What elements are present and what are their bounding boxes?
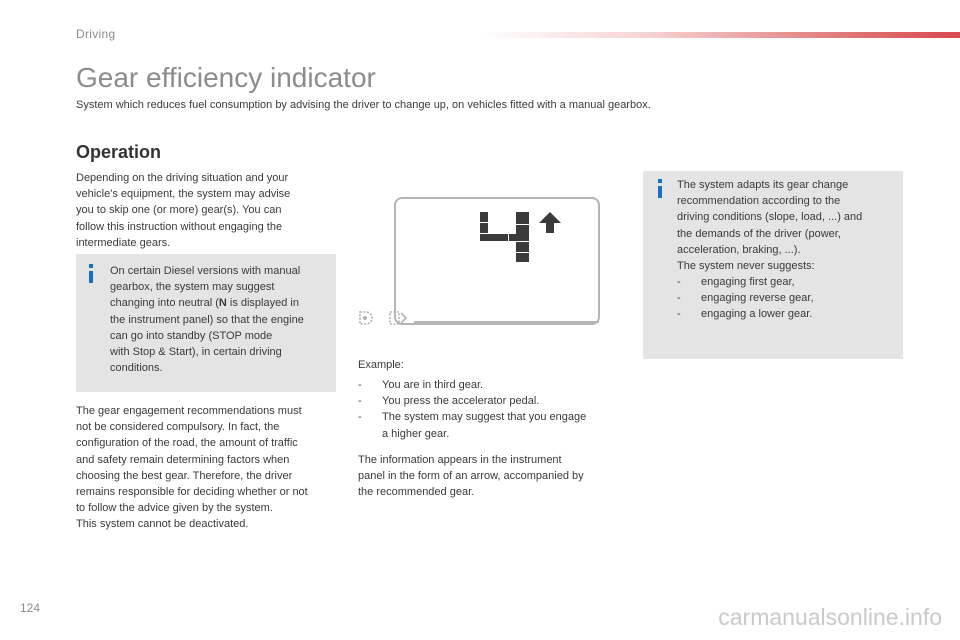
- example-label: Example:: [358, 359, 404, 371]
- list-item: [358, 377, 618, 393]
- header-accent-bar: [480, 32, 960, 38]
- text-line: follow this instruction without engaging the: [76, 220, 283, 233]
- text-line: can go into standby (STOP mode: [110, 329, 273, 342]
- list-item-text: engaging reverse gear,: [701, 292, 814, 305]
- text-line: the demands of the driver (power,: [677, 227, 841, 240]
- eco-icon: [387, 308, 409, 328]
- list-item: [677, 274, 899, 290]
- text-line: and safety remain determining factors when: [76, 453, 290, 466]
- list-dash: -: [358, 395, 362, 408]
- list-dash: -: [677, 308, 681, 321]
- watermark: carmanualsonline.info: [718, 604, 942, 630]
- example-info-paragraph: [358, 452, 628, 501]
- operation-paragraph-2: [76, 403, 346, 533]
- list-item-text: a higher gear.: [382, 427, 450, 440]
- text-line: This system cannot be deactivated.: [76, 518, 249, 531]
- text-line: gearbox, the system may suggest: [110, 281, 275, 294]
- page-number: 124: [20, 601, 41, 615]
- text-line: intermediate gears.: [76, 236, 171, 249]
- text-line: vehicle's equipment, the system may advise: [76, 188, 291, 201]
- example-list: [358, 377, 618, 442]
- text-line: recommendation according to the: [677, 195, 841, 208]
- list-dash: -: [358, 411, 362, 424]
- list-item-text: engaging first gear,: [701, 276, 795, 288]
- list-dash: -: [677, 276, 681, 288]
- text-line: The information appears in the instrument: [358, 454, 562, 466]
- list-dash: -: [677, 292, 681, 305]
- list-item: [677, 290, 899, 306]
- panel-line: [414, 321, 599, 323]
- text-line: The system never suggests:: [677, 260, 815, 273]
- operation-paragraph-1: [76, 170, 336, 251]
- text-line: The system adapts its gear change: [677, 179, 849, 191]
- text-line: the instrument panel) so that the engine: [110, 313, 304, 326]
- text-line: remains responsible for deciding whether or not: [76, 486, 308, 499]
- section-label: Driving: [76, 27, 116, 41]
- info-box-diesel: [76, 254, 336, 392]
- info-text-diesel: [110, 263, 335, 376]
- text-line: On certain Diesel versions with manual: [110, 265, 301, 277]
- text-line: with Stop & Start), in certain driving: [110, 346, 282, 359]
- stop-start-icon: [357, 308, 377, 328]
- gear-number-icon: [478, 210, 534, 264]
- text-line: Depending on the driving situation and your: [76, 172, 289, 184]
- text-line: acceleration, braking, ...).: [677, 243, 801, 256]
- list-item-text: The system may suggest that you engage: [382, 411, 587, 424]
- info-icon: [84, 264, 98, 284]
- arrow-up-icon: [538, 211, 562, 235]
- text-line: conditions.: [110, 362, 163, 375]
- text-line: changing into neutral (: [110, 297, 219, 310]
- operation-heading: Operation: [76, 142, 162, 162]
- text-line: you to skip one (or more) gear(s). You can: [76, 204, 282, 217]
- text-line: to follow the advice given by the system.: [76, 502, 273, 515]
- info-box-adapts: [643, 171, 903, 359]
- text-line: panel in the form of an arrow, accompanied by: [358, 470, 584, 483]
- list-item: [677, 306, 899, 322]
- info-text-adapts: [677, 177, 899, 274]
- list-item-text: You are in third gear.: [382, 379, 484, 391]
- text-line: choosing the best gear. Therefore, the driver: [76, 469, 293, 482]
- text-line: The gear engagement recommendations must: [76, 405, 302, 417]
- list-item: [358, 393, 618, 409]
- text-line: configuration of the road, the amount of traffic: [76, 437, 298, 450]
- page-title: Gear efficiency indicator: [76, 62, 376, 93]
- list-item-text: engaging a lower gear.: [701, 308, 813, 321]
- neutral-letter: N: [218, 297, 227, 310]
- list-dash: -: [358, 379, 362, 391]
- list-item-text: You press the accelerator pedal.: [382, 395, 540, 408]
- never-suggests-list: [677, 274, 899, 323]
- text-line: is displayed in: [226, 297, 299, 310]
- intro-text: System which reduces fuel consumption by advising the driver to change up, on vehicles fitted with a manual gearbox.: [76, 99, 651, 111]
- text-line: the recommended gear.: [358, 486, 475, 499]
- text-line: driving conditions (slope, load, ...) and: [677, 211, 863, 224]
- text-line: not be considered compulsory. In fact, the: [76, 421, 280, 434]
- list-item: [358, 409, 618, 441]
- info-icon: [653, 179, 667, 199]
